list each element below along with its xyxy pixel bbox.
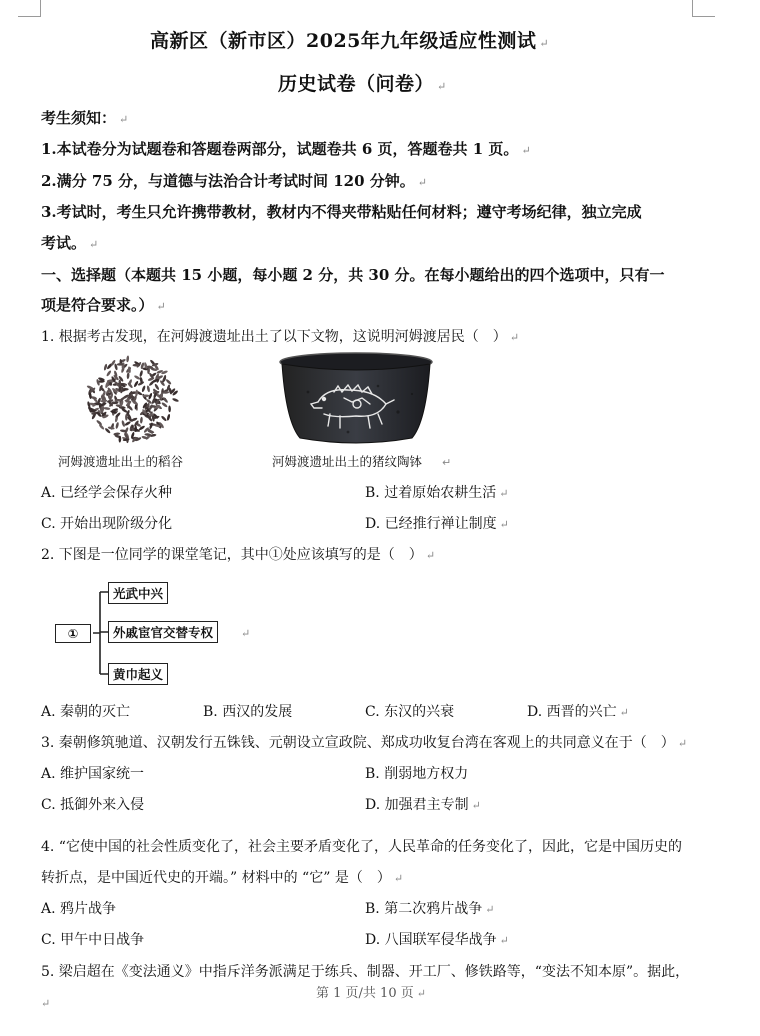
notice-item-1: 1.本试卷分为试题卷和答题卷两部分，试题卷共 6 页，答题卷共 1 页。 ↵ (41, 140, 531, 158)
rice-grain (126, 355, 129, 362)
question-4-option-b[interactable]: B. 第二次鸦片战争 ↵ (365, 901, 495, 917)
rice-grain (133, 380, 139, 387)
question-3-option-c[interactable]: C. 抵御外来入侵 (41, 797, 145, 813)
question-3-option-a[interactable]: A. 维护国家统一 (41, 766, 145, 782)
rice-grain (165, 378, 172, 385)
rice-grain (121, 420, 125, 427)
rice-grain (166, 414, 170, 421)
section-heading-cont: 项是符合要求。） ↵ (41, 296, 166, 314)
rice-grain (161, 415, 168, 422)
notice-item-3-cont: 考试。 ↵ (41, 234, 99, 252)
notice-item-3: 3.考试时，考生只允许携带教材，教材内不得夹带粘贴任何材料；遵守考场纪律，独立完成 (41, 203, 642, 221)
question-3-stem: 3. 秦朝修筑驰道、汉朝发行五铢钱、元朝设立宣政院、郑成功收复台湾在客观上的共同意义在于（ ） ↵ (41, 735, 688, 751)
rice-grain (133, 364, 140, 367)
page-subtitle: 历史试卷（问卷） ↵ (278, 73, 447, 95)
notes-diagram-root: ① (55, 624, 91, 643)
rice-grain (146, 385, 150, 392)
question-2-option-c[interactable]: C. 东汉的兴衰 (365, 704, 455, 720)
page-number-footer: 第 1 页/共 10 页 ↵ (316, 986, 426, 1001)
question-5-stem: 5. 梁启超在《变法通义》中指斥洋务派满足于练兵、制器、开工厂、修铁路等，“变法不知本原”。据此， (41, 964, 690, 980)
rice-grain-image (78, 351, 186, 447)
image-caption-rice: 河姆渡遗址出土的稻谷 (58, 454, 184, 469)
paragraph-mark: ↵ (241, 627, 251, 640)
pig-pottery-bowl-image (278, 352, 434, 446)
rice-grain (100, 399, 107, 402)
rice-grain (135, 389, 138, 396)
crop-mark-top-left (18, 0, 41, 17)
question-4-stem: 4. “它使中国的社会性质变化了，社会主要矛盾变化了，人民革命的任务变化了，因此，它是中国历史的 (41, 839, 682, 855)
rice-grain (106, 370, 112, 377)
image-caption-pottery: 河姆渡遗址出土的猪纹陶钵 ↵ (272, 454, 452, 469)
question-1-stem: 1. 根据考古发现，在河姆渡遗址出土了以下文物，这说明河姆渡居民（ ） ↵ (41, 329, 520, 345)
question-4-option-a[interactable]: A. 鸦片战争 (41, 901, 117, 917)
question-4-option-d[interactable]: D. 八国联军侵华战争 ↵ (365, 932, 509, 948)
notes-diagram-branch-3: 黄巾起义 (108, 663, 168, 685)
question-4-stem-cont: 转折点，是中国近代史的开端。” 材料中的 “它” 是（ ） ↵ (41, 870, 404, 886)
rice-grain (115, 422, 119, 429)
notice-item-2: 2.满分 75 分，与道德与法治合计考试时间 120 分钟。 ↵ (41, 172, 427, 190)
question-3-option-b[interactable]: B. 削弱地方权力 (365, 766, 469, 782)
question-1-option-b[interactable]: B. 过着原始农耕生活 ↵ (365, 485, 509, 501)
question-2-stem: 2. 下图是一位同学的课堂笔记，其中①处应该填写的是（ ） ↵ (41, 547, 436, 563)
rice-grain (140, 417, 143, 424)
question-2-option-b[interactable]: B. 西汉的发展 (203, 704, 293, 720)
paragraph-mark: ↵ (41, 997, 51, 1010)
section-heading: 一、选择题（本题共 15 小题，每小题 2 分，共 30 分。在每小题给出的四个选项中，只有一 (41, 266, 665, 284)
rice-grain (124, 421, 131, 427)
rice-grain (139, 370, 143, 377)
question-2-option-a[interactable]: A. 秦朝的灭亡 (41, 704, 131, 720)
rice-grain (103, 407, 110, 410)
rice-grain (125, 414, 128, 421)
rice-grain (141, 385, 146, 392)
question-2-option-d[interactable]: D. 西晋的兴亡 ↵ (527, 704, 629, 720)
notice-heading: 考生须知： ↵ (41, 109, 129, 127)
rice-grain (113, 432, 120, 435)
notes-diagram-branch-2: 外戚宦官交替专权 (108, 621, 218, 643)
question-3-option-d[interactable]: D. 加强君主专制 ↵ (365, 797, 481, 813)
question-4-option-c[interactable]: C. 甲午中日战争 (41, 932, 145, 948)
rice-grain (127, 372, 130, 379)
rice-grain (103, 364, 107, 371)
question-1-option-d[interactable]: D. 已经推行禅让制度 ↵ (365, 516, 509, 532)
page-title: 高新区（新市区）2025年九年级适应性测试 ↵ (150, 30, 550, 52)
crop-mark-top-right (692, 0, 715, 17)
notes-diagram-branch-1: 光武中兴 (108, 582, 168, 604)
question-1-option-a[interactable]: A. 已经学会保存火种 (41, 485, 173, 501)
rice-grain (168, 405, 171, 412)
question-1-option-c[interactable]: C. 开始出现阶级分化 (41, 516, 173, 532)
rice-grain (172, 398, 179, 403)
